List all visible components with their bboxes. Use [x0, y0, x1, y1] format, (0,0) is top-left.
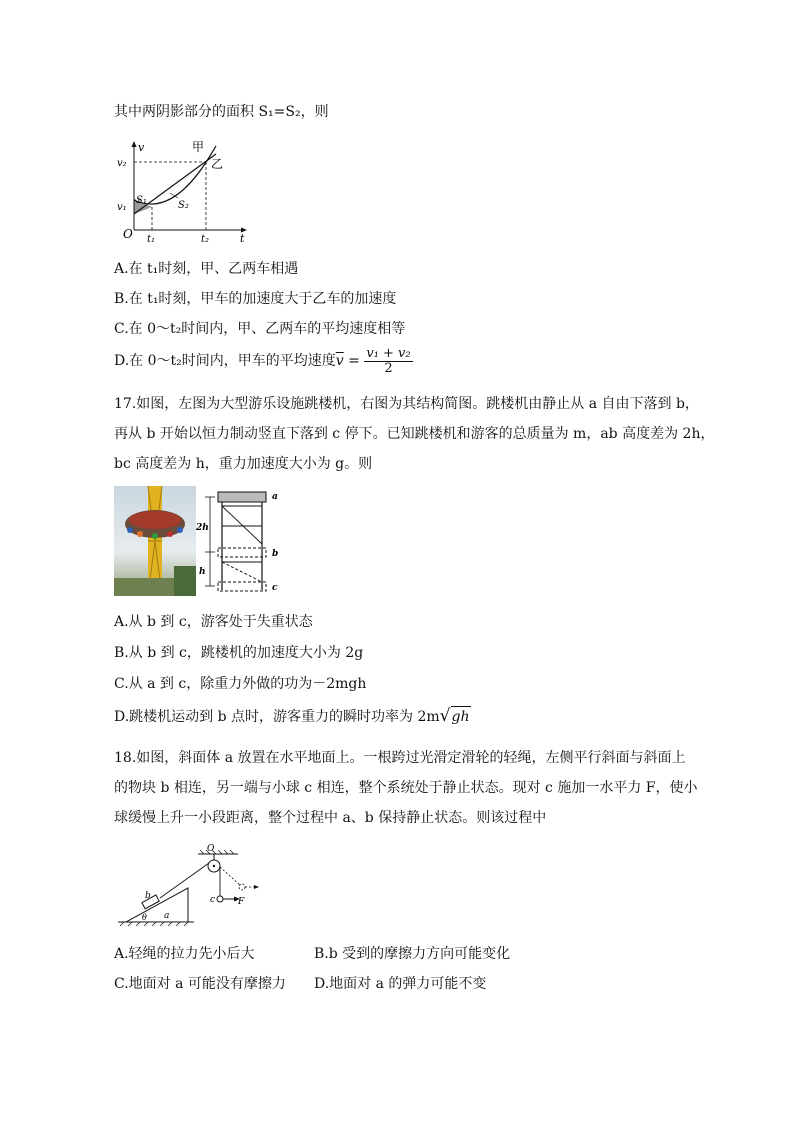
velocity-fraction — [364, 347, 412, 376]
q18-option-b: B.b 受到的摩擦力方向可能变化 — [314, 946, 511, 962]
origin-label: O — [123, 227, 133, 241]
incline-a — [126, 888, 188, 922]
q16-option-d-text: D.在 0～t₂时间内，甲车的平均速度 — [114, 353, 336, 369]
cabin-a — [218, 492, 266, 502]
q16-option-c: C.在 0～t₂时间内，甲、乙两车的平均速度相等 — [114, 321, 406, 337]
cabin-c — [218, 582, 266, 591]
q16-vt-graph — [112, 138, 252, 246]
t2-label: t₂ — [201, 234, 210, 245]
q16-intro: 其中两阴影部分的面积 S₁=S₂，则 — [114, 104, 329, 120]
label-b: b — [145, 891, 151, 901]
sqrt-radicand: gh — [451, 706, 471, 727]
q17-stem-line2: 再从 b 开始以恒力制动竖直下落到 c 停下。已知跳楼机和游客的总质量为 m，ab 高度差为 2h， — [114, 426, 715, 442]
v1-label: v₁ — [117, 202, 127, 213]
yi-label: 乙 — [211, 157, 224, 171]
q18-stem-line1: 18.如图，斜面体 a 放置在水平地面上。一根跨过光滑定滑轮的轻绳，左侧平行斜面与斜面上 — [114, 750, 686, 766]
q18-option-d: D.地面对 a 的弹力可能不变 — [314, 976, 487, 992]
q18-incline-pulley-diagram — [114, 842, 274, 930]
fraction-denominator: 2 — [384, 360, 393, 376]
cabin-b — [218, 548, 266, 557]
equals-sign: = — [343, 353, 365, 369]
label-h: h — [199, 567, 206, 577]
label-2h: 2h — [196, 523, 209, 533]
q17-structure-diagram — [196, 486, 292, 598]
s1-label: S₁ — [136, 195, 147, 206]
drop-tower-photo — [114, 486, 196, 596]
q16-option-b: B.在 t₁时刻，甲车的加速度大于乙车的加速度 — [114, 291, 397, 307]
q17-option-d-text: D.跳楼机运动到 b 点时，游客重力的瞬时功率为 2m — [114, 709, 440, 725]
q18-option-c: C.地面对 a 可能没有摩擦力 — [114, 976, 286, 992]
label-a: a — [164, 911, 170, 921]
label-b: b — [272, 549, 279, 559]
fraction-numerator: v₁ + v₂ — [366, 345, 411, 361]
avg-velocity-symbol: $\overline{v}$ — [335, 353, 344, 369]
label-c: c — [210, 895, 216, 905]
q17-stem-line1: 17.如图，左图为大型游乐设施跳楼机，右图为其结构简图。跳楼机由静止从 a 自由下落到 b， — [114, 396, 699, 412]
ball-c — [217, 896, 223, 902]
q16-option-a: A.在 t₁时刻，甲、乙两车相遇 — [114, 261, 299, 277]
q17-option-b: B.从 b 到 c，跳楼机的加速度大小为 2g — [114, 645, 364, 661]
axis-v-label: v — [138, 141, 145, 154]
label-theta: θ — [142, 913, 147, 922]
label-a: a — [272, 492, 278, 502]
q18-stem-line2: 的物块 b 相连，另一端与小球 c 相连，整个系统处于静止状态。现对 c 施加一水平力 F，使小 — [114, 780, 698, 796]
s2-label: S₂ — [178, 200, 189, 211]
axis-t-label: t — [240, 232, 245, 245]
q18-options-row1 — [114, 944, 674, 964]
t1-label: t₁ — [147, 234, 156, 245]
q16-option-d — [114, 344, 413, 378]
q17-option-c: C.从 a 到 c，除重力外做的功为－2mgh — [114, 676, 367, 692]
label-O: O — [207, 844, 215, 854]
label-F: F — [238, 897, 245, 907]
q18-stem-line3: 球缓慢上升一小段距离，整个过程中 a、b 保持静止状态。则该过程中 — [114, 810, 547, 826]
q18-options-row2 — [114, 974, 674, 994]
label-c: c — [272, 583, 278, 593]
q18-option-a: A.轻绳的拉力先小后大 — [114, 946, 255, 962]
jia-label: 甲 — [192, 140, 205, 154]
q17-option-d: D.跳楼机运动到 b 点时，游客重力的瞬时功率为 2m√gh — [114, 706, 470, 726]
q17-option-a: A.从 b 到 c，游客处于失重状态 — [114, 614, 313, 630]
q17-stem-line3: bc 高度差为 h，重力加速度大小为 g。则 — [114, 456, 373, 472]
v2-label: v₂ — [117, 158, 127, 169]
